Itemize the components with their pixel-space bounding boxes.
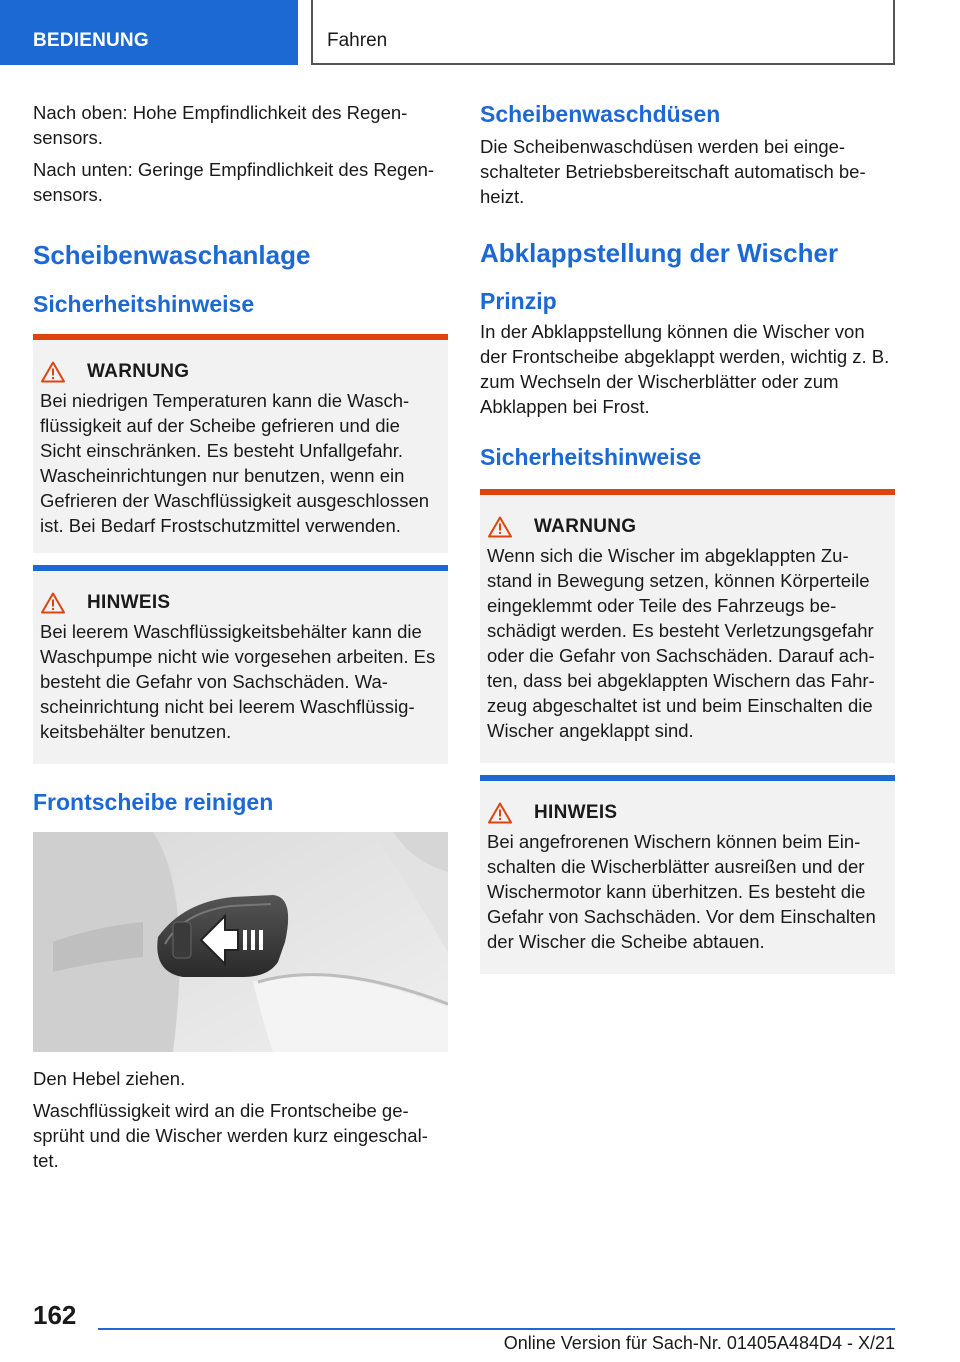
notice-triangle-icon [41,592,65,614]
principle-heading: Prinzip [480,288,557,314]
warning-title: WARNUNG [87,361,190,382]
online-version-note: Online Version für Sach-Nr. 01405A484D4 - X/21 [503,1333,895,1353]
footer-divider [98,1328,895,1330]
wiper-lever-illustration [33,832,448,1052]
principle-text: In der Abklappstellung können die Wischer von der Frontscheibe abgeklappt werden, wichtig z. B. zum Wechseln der Wischerblätter oder zum Abklappen bei Frost. [480,321,890,417]
right-notice-title: HINWEIS [534,802,618,823]
step-pull-lever: Den Hebel ziehen. [33,1068,186,1089]
notice-box [33,565,448,764]
notice-title: HINWEIS [87,592,171,613]
warning-header [33,358,448,386]
nozzles-heading: Scheibenwaschdüsen [480,101,721,127]
warning-triangle-icon [488,516,512,538]
right-column [480,100,895,974]
right-warning-title: WARNUNG [534,516,637,537]
wiper-lever-photo [33,832,448,1052]
safety-heading: Sicherheitshinweise [33,291,255,317]
paragraph-up: Nach oben: Hohe Empfindlichkeit des Regen-sensors. [33,102,408,148]
step-spray-result: Waschflüssigkeit wird an die Frontscheibe ge-sprüht und die Wischer werden kurz eingeschal-tet. [33,1100,428,1171]
nozzles-text: Die Scheibenwaschdüsen werden bei einge-schalteter Betriebsbereitschaft automatisch be-heizt. [480,136,866,207]
section-heading-washer: Scheibenwaschanlage [33,240,311,270]
warning-box [33,334,448,553]
page-number: 162 [33,1300,77,1330]
section-tab: BEDIENUNG [0,0,298,65]
warning-text: Bei niedrigen Temperaturen kann die Wasch-flüssigkeit auf der Scheibe gefrieren und die Sicht einschränken. Es besteht Unfallgefahr. Wascheinrichtungen nur benutzen, wenn ein Gefrieren der Waschflüssigkeit ausgeschlossen ist. Bei Bedarf Frostschutzmittel verwenden. [40,390,430,536]
foldout-heading: Abklappstellung der Wischer [480,238,839,268]
paragraph-down: Nach unten: Geringe Empfindlichkeit des Regen-sensors. [33,159,435,205]
clean-heading: Frontscheibe reinigen [33,789,274,815]
notice-text: Bei leerem Waschflüssigkeitsbehälter kann die Waschpumpe nicht wie vorgesehen arbeiten. Es besteht die Gefahr von Sachschäden. Wa-scheinrichtung nicht bei leerem Waschflüssig-keitsbehälter benutzen. [40,621,436,742]
warning-triangle-icon [41,361,65,383]
right-notice-box [480,775,895,974]
chapter-title: Fahren [311,0,895,65]
notice-header [33,589,448,617]
right-warning-header [480,513,895,541]
left-column [33,100,448,1180]
right-safety-heading: Sicherheitshinweise [480,444,702,470]
right-notice-text: Bei angefrorenen Wischern können beim Ein-schalten die Wischerblätter ausreißen und der Wischermotor kann überhitzen. Es besteht die Gefahr von Sachschäden. Vor dem Einschalten der Wischer die Scheibe abtauen. [487,831,876,952]
right-warning-box [480,489,895,763]
notice-triangle-icon [488,802,512,824]
right-notice-header [480,799,895,827]
right-warning-text: Wenn sich die Wischer im abgeklappten Zu-stand in Bewegung setzen, können Körperteile eingeklemmt oder Teile des Fahrzeugs be-schädigt werden. Es besteht Verletzungsgefahr oder die Gefahr von Sachschäden. Darauf ach-ten, dass bei abgeklappten Wischern das Fahr-zeug abgeschaltet ist und beim Einschalten die Wischer angeklappt sind. [487,545,875,741]
